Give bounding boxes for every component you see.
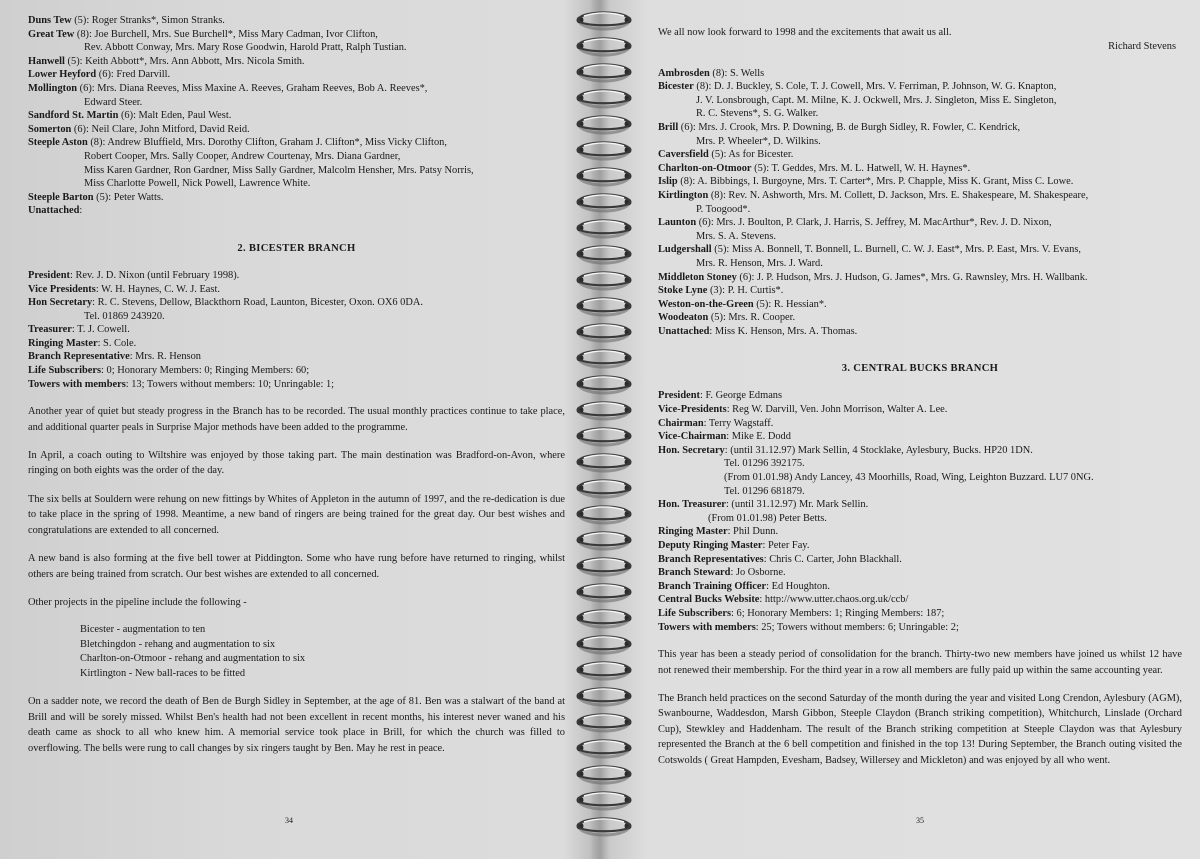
binding-coil — [577, 663, 632, 680]
entry-line — [658, 298, 1182, 312]
tower-members-list — [28, 14, 565, 218]
binding-coil — [577, 559, 632, 576]
entry-details: : Reg W. Darvill, Ven. John Morrison, Walter A. Lee. — [726, 404, 948, 416]
entry-name: Ludgershall — [658, 244, 712, 256]
entry-line — [658, 243, 1182, 257]
entry-details: : Rev. J. D. Nixon (until February 1998). — [69, 269, 240, 281]
entry-line — [658, 430, 1182, 444]
entry-details: (3): P. H. Curtis*. — [707, 285, 784, 297]
entry-line — [658, 189, 1182, 203]
entry-name: President — [658, 390, 700, 402]
binding-coil — [577, 195, 632, 212]
entry-details: : R. C. Stevens, Dellow, Blackthorn Road, Launton, Bicester, Oxon. OX6 0DA. — [92, 297, 423, 309]
entry-details: (6): Mrs. Diana Reeves, Miss Maxine A. Reeves, Graham Reeves, Bob A. Reeves*, — [77, 82, 428, 94]
entry-name: Hanwell — [28, 55, 65, 67]
entry-details: (8): A. Bibbings, I. Burgoyne, Mrs. T. Carter*, Mrs. P. Chapple, Miss K. Grant, Miss C. Lowe. — [677, 176, 1074, 188]
entry-line — [658, 148, 1182, 162]
entry-line — [28, 191, 565, 205]
continuation-line: P. Toogood*. — [696, 203, 751, 215]
entry-line — [28, 14, 565, 28]
entry-details: : S. Cole. — [97, 337, 137, 349]
binding-coil — [577, 91, 632, 108]
entry-name: Branch Training Officer — [658, 580, 767, 592]
continuation-line: Tel. 01296 681879. — [724, 485, 805, 497]
entry-details: (6): Mrs. J. Boulton, P. Clark, J. Harris, S. Jeffrey, M. MacArthur*, Rev. J. D. Nixon, — [696, 217, 1052, 229]
signature: Richard Stevens — [1108, 40, 1176, 52]
entry-line — [658, 80, 1182, 94]
entry-details: : Ed Houghton. — [766, 580, 830, 592]
entry-details: (5): R. Hessian*. — [753, 298, 827, 310]
entry-details: : Mike E. Dodd — [726, 431, 791, 443]
projects-list — [28, 623, 565, 681]
entry-line — [658, 403, 1182, 417]
binding-coil — [577, 273, 632, 290]
entry-line — [28, 269, 565, 283]
page-number: 34 — [285, 816, 293, 825]
entry-name: Kirtlington — [658, 189, 709, 201]
entry-line — [658, 539, 1182, 553]
paragraph: Another year of quiet but steady progress in the Branch has to be recorded. The usual monthly practices continue to take place, and additional quarter peals in Surprise Major methods have been added to the programme. — [28, 406, 565, 433]
entry-name: Unattached — [658, 325, 710, 337]
entry-details: (8): Andrew Bluffield, Mrs. Dorothy Clifton, Graham J. Clifton*, Miss Vicky Clifton, — [87, 137, 447, 149]
continuation-line: J. V. Lonsbrough, Capt. M. Milne, K. J. Ockwell, Mrs. J. Singleton, Miss E. Singleton, — [696, 94, 1057, 106]
entry-line — [658, 311, 1182, 325]
binding-coil — [577, 117, 632, 134]
entry-name: Deputy Ringing Master — [658, 540, 763, 551]
central-bucks-officers-list — [658, 389, 1182, 634]
entry-details: : Peter Fay. — [762, 540, 810, 551]
entry-line — [658, 175, 1182, 189]
central-bucks-branch-heading: 3. CENTRAL BUCKS BRANCH — [841, 363, 999, 375]
binding-coil — [577, 637, 632, 654]
entry-name: Branch Representatives — [658, 553, 764, 565]
entry-details: (6): Mrs. J. Crook, Mrs. P. Downing, B. de Burgh Sidley, R. Fowler, C. Kendrick, — [678, 121, 1021, 133]
entry-details: : http://www.utter.chaos.org.uk/ccb/ — [759, 594, 909, 606]
binding-coil — [577, 247, 632, 264]
entry-details: (6): Neil Clare, John Mitford, David Reid. — [71, 123, 250, 135]
entry-details: (8): Rev. N. Ashworth, Mrs. M. Collett, D. Jackson, Mrs. E. Shakespeare, M. Shakespeare, — [708, 189, 1089, 201]
entry-details: (5): T. Geddes, Mrs. M. L. Hatwell, W. H. Haynes*. — [751, 162, 971, 174]
continuation-line: (From 01.01.98) Andy Lancey, 43 Moorhills, Road, Wing, Leighton Buzzard. LU7 0NG. — [724, 472, 1094, 484]
entry-name: Treasurer — [28, 324, 72, 336]
entry-details: (5): Peter Watts. — [93, 191, 164, 203]
entry-name: Branch Steward — [658, 567, 731, 579]
entry-line — [658, 162, 1182, 176]
entry-name: Branch Representative — [28, 351, 130, 363]
paragraph: A new band is also forming at the five bell tower at Piddington. Some who have rung before have returned to ringing, whilst others are being trained from scratch. Our best wishes are extended to all concerned. — [28, 553, 565, 580]
entry-details: : Jo Osborne. — [730, 567, 786, 579]
entry-name: Chairman — [658, 417, 704, 429]
paragraph: The six bells at Souldern were rehung on new fittings by Whites of Appleton in the autumn of 1997, and the re-dedication is due to take place in the spring of 1998. Meantime, a new band of ringers are being trained for the great day. Our best wishes and congratulations are extended to all concerned. — [28, 493, 565, 536]
entry-name: Sandford St. Martin — [28, 110, 119, 122]
entry-line — [28, 296, 565, 310]
list-item: Kirtlington - New ball-races to be fitted — [80, 667, 246, 679]
entry-name: Launton — [658, 217, 697, 229]
entry-details: (6): J. P. Hudson, Mrs. J. Hudson, G. James*, Mrs. G. Rawnsley, Mrs. H. Wallbank. — [736, 271, 1088, 283]
entry-line — [658, 593, 1182, 607]
entry-details: (5): Mrs. R. Cooper. — [708, 312, 796, 324]
entry-details: : (until 31.12.97) Mr. Mark Sellin. — [725, 499, 869, 511]
entry-name: Ambrosden — [658, 67, 710, 79]
right-page — [630, 0, 1200, 859]
entry-line — [658, 216, 1182, 230]
continuation-line: R. C. Stevens*, S. G. Walker. — [696, 108, 819, 120]
entry-line — [28, 55, 565, 69]
entry-details: (6): Fred Darvill. — [96, 69, 171, 81]
entry-name: Ringing Master — [28, 337, 98, 349]
entry-name: Stoke Lyne — [658, 285, 708, 297]
entry-details: (8): Joe Burchell, Mrs. Sue Burchell*, Miss Mary Cadman, Ivor Clifton, — [74, 28, 378, 40]
entry-name: Vice-Chairman — [658, 431, 727, 443]
entry-line — [658, 607, 1182, 621]
entry-name: Islip — [658, 176, 678, 188]
binding-coil — [577, 221, 632, 238]
continuation-line: Tel. 01869 243920. — [84, 310, 165, 322]
entry-details: (8): S. Wells — [709, 67, 765, 79]
entry-line — [28, 123, 565, 137]
continuation-line: Edward Steer. — [84, 96, 143, 108]
entry-details: : F. George Edmans — [699, 390, 783, 402]
entry-line — [28, 337, 565, 351]
paragraph: This year has been a steady period of consolidation for the branch. Thirty-two new members have joined us whilst 12 have not renewed their membership. For the third year in a row all members are fully paid up within the same accounting year. — [658, 649, 1182, 676]
entry-name: Hon. Treasurer — [658, 499, 726, 511]
entry-details: : Mrs. R. Henson — [129, 351, 201, 363]
continuation-line: Mrs. R. Henson, Mrs. J. Ward. — [696, 257, 823, 269]
entry-name: Towers with members — [28, 378, 126, 390]
binding-coil — [577, 767, 632, 784]
binding-coil — [577, 741, 632, 758]
entry-name: Weston-on-the-Green — [658, 298, 754, 310]
entry-name: Caversfield — [658, 149, 709, 161]
entry-details: (5): Miss A. Bonnell, T. Bonnell, L. Burnell, C. W. J. East*, Mrs. P. East, Mrs. V. Evans, — [711, 244, 1081, 256]
entry-name: Mollington — [28, 82, 78, 94]
paragraph: On a sadder note, we record the death of Ben de Burgh Sidley in September, at the age of 81. Ben was a stalwart of the band at Brill and will be sorely missed. Whilst Ben's health had not been excellent in recent months, his interest never waned and his death came as shock to all who knew him. A memorial service took place in Brill, for which the church was filled to overflowing. The bells were rung to call changes by six ringers taught by Ben. May he rest in peace. — [28, 696, 565, 754]
entry-line — [658, 621, 1182, 635]
entry-line — [28, 109, 565, 123]
entry-line — [28, 204, 565, 218]
entry-details: (5): Roger Stranks*, Simon Stranks. — [71, 15, 225, 26]
binding-coil — [577, 533, 632, 550]
binding-coil — [577, 403, 632, 420]
entry-line — [28, 323, 565, 337]
entry-details: (5): As for Bicester. — [708, 149, 794, 161]
binding-coil — [577, 169, 632, 186]
binding-coil — [577, 455, 632, 472]
binding-coil — [577, 715, 632, 732]
entry-name: Woodeaton — [658, 312, 709, 324]
entry-line — [658, 553, 1182, 567]
binding-coil — [577, 481, 632, 498]
binding-coil — [577, 689, 632, 706]
entry-name: Central Bucks Website — [658, 594, 760, 606]
paragraph: Other projects in the pipeline include the following - — [28, 596, 247, 608]
entry-line — [658, 284, 1182, 298]
binding-coil — [577, 819, 632, 836]
entry-details: : Phil Dunn. — [727, 526, 779, 538]
continuation-line: Mrs. P. Wheeler*, D. Wilkins. — [696, 135, 821, 147]
entry-details: (8): D. J. Buckley, S. Cole, T. J. Cowell, Mrs. V. Ferriman, P. Johnson, W. G. Knapton, — [693, 81, 1057, 93]
entry-name: Brill — [658, 121, 679, 133]
binding-coil — [577, 65, 632, 82]
entry-details: : Terry Wagstaff. — [703, 417, 774, 429]
entry-line — [658, 389, 1182, 403]
entry-details: : — [79, 205, 83, 217]
entry-line — [28, 283, 565, 297]
entry-line — [28, 378, 565, 392]
entry-name: Great Tew — [28, 28, 75, 40]
entry-name: President — [28, 269, 70, 281]
entry-name: Steeple Barton — [28, 191, 94, 203]
entry-details: : 13; Towers without members: 10; Unringable: 1; — [125, 378, 335, 390]
entry-name: Life Subscribers — [658, 607, 732, 619]
binding-coil — [577, 611, 632, 628]
entry-name: Charlton-on-Otmoor — [658, 162, 752, 174]
entry-name: Towers with members — [658, 621, 756, 633]
entry-line — [28, 82, 565, 96]
entry-line — [28, 28, 565, 42]
continuation-line: Robert Cooper, Mrs. Sally Cooper, Andrew Courtenay, Mrs. Diana Gardner, — [84, 150, 401, 162]
entry-name: Vice Presidents — [28, 283, 96, 295]
entry-name: Lower Heyford — [28, 69, 97, 81]
entry-line — [658, 121, 1182, 135]
entry-line — [658, 498, 1182, 512]
continuation-line: Miss Karen Gardner, Ron Gardner, Miss Sally Gardner, Malcolm Hensher, Mrs. Patsy Norris, — [84, 164, 474, 176]
entry-name: Vice-Presidents — [658, 404, 727, 416]
entry-line — [658, 271, 1182, 285]
entry-details: (5): Keith Abbott*, Mrs. Ann Abbott, Mrs. Nicola Smith. — [64, 55, 305, 67]
entry-details: : T. J. Cowell. — [71, 324, 130, 336]
entry-line — [28, 364, 565, 378]
binding-coil — [577, 13, 632, 30]
list-item: Bletchingdon - rehang and augmentation to six — [80, 638, 276, 650]
binding-coil — [577, 507, 632, 524]
entry-details: : 25; Towers without members: 6; Unringable: 2; — [755, 621, 959, 633]
entry-name: Hon Secretary — [28, 297, 93, 309]
entry-details: : Chris C. Carter, John Blackhall. — [763, 553, 902, 565]
entry-name: Steeple Aston — [28, 137, 88, 149]
binding-coil — [577, 299, 632, 316]
entry-name: Somerton — [28, 123, 72, 135]
entry-name: Hon. Secretary — [658, 444, 725, 456]
entry-details: : (until 31.12.97) Mark Sellin, 4 Stocklake, Aylesbury, Bucks. HP20 1DN. — [724, 444, 1033, 456]
left-page — [0, 0, 575, 859]
entry-line — [28, 136, 565, 150]
entry-details: : 6; Honorary Members: 1; Ringing Members: 187; — [731, 607, 945, 619]
continuation-line: Miss Charlotte Powell, Nick Powell, Lawrence White. — [84, 178, 311, 190]
entry-line — [658, 67, 1182, 81]
entry-line — [28, 350, 565, 364]
binding-coil — [577, 585, 632, 602]
opening-line: We all now look forward to 1998 and the excitements that await us all. — [658, 27, 952, 38]
list-item: Charlton-on-Otmoor - rehang and augmentation to six — [80, 653, 306, 665]
entry-line — [658, 525, 1182, 539]
entry-details: : W. H. Haynes, C. W. J. East. — [95, 283, 220, 295]
entry-name: Unattached — [28, 205, 80, 217]
binding-coil — [577, 143, 632, 160]
entry-details: : 0; Honorary Members: 0; Ringing Members: 60; — [101, 365, 310, 377]
page-number: 35 — [916, 816, 924, 825]
bicester-branch-heading: 2. BICESTER BRANCH — [237, 242, 356, 254]
entry-line — [658, 417, 1182, 431]
paragraph: The Branch held practices on the second Saturday of the month during the year and visited Long Crendon, Aylesbury (AGM), Swanbourne, Waddesdon, Marsh Gibbon, Steeple Claydon (Branch striking competition), Whitchurch, Linslade (Orchard Cup), Stewkley and Haddenham. The result of the Branch striking competition at Steeple Claydon was that Aylesbury represented the Branch at the 6 bell competition and finished in the top 13! During September, the Branch outing visited the Cotswolds ( Great Hampden, Evesham, Badsey, Willersey and Mickleton) and was enjoyed by all who went. — [658, 692, 1182, 766]
entry-name: Bicester — [658, 81, 694, 93]
spiral-binding — [572, 0, 636, 859]
entry-line — [658, 566, 1182, 580]
entry-line — [658, 580, 1182, 594]
continuation-line: Tel. 01296 392175. — [724, 458, 805, 470]
entry-line — [28, 68, 565, 82]
binding-coil — [577, 793, 632, 810]
continuation-line: Mrs. S. A. Stevens. — [696, 230, 776, 242]
continuation-line: (From 01.01.98) Peter Betts. — [708, 512, 827, 524]
entry-name: Middleton Stoney — [658, 271, 737, 283]
bicester-officers-list — [28, 269, 565, 391]
binding-coil — [577, 351, 632, 368]
binding-coil — [577, 325, 632, 342]
list-item: Bicester - augmentation to ten — [80, 624, 206, 636]
binding-coil — [577, 39, 632, 56]
entry-details: : Miss K. Henson, Mrs. A. Thomas. — [709, 325, 858, 337]
paragraph: In April, a coach outing to Wiltshire was enjoyed by those taking part. The main destination was Bradford-on-Avon, where ringing on both eights was the order of the day. — [28, 450, 565, 477]
entry-details: (6): Malt Eden, Paul West. — [118, 110, 232, 122]
tower-members-list — [658, 67, 1182, 339]
entry-line — [658, 444, 1182, 458]
entry-line — [658, 325, 1182, 339]
binding-coil — [577, 429, 632, 446]
entry-name: Life Subscribers — [28, 365, 102, 377]
binding-coil — [577, 377, 632, 394]
entry-name: Duns Tew — [28, 15, 72, 26]
continuation-line: Rev. Abbott Conway, Mrs. Mary Rose Goodwin, Harold Pratt, Ralph Tustian. — [84, 42, 407, 54]
entry-name: Ringing Master — [658, 526, 728, 538]
